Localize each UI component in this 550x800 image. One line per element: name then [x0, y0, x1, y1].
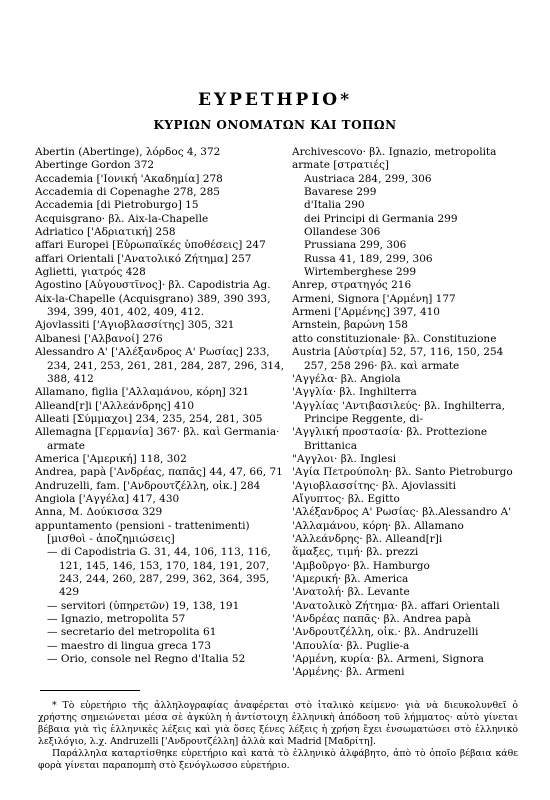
index-entry: 'Αρμένη, κυρία· βλ. Armeni, Signora [292, 653, 484, 666]
index-entry: 'Αμερική· βλ. America [292, 573, 409, 585]
index-entry: 'Ανατολικὸ Ζήτημα· βλ. affari Orientali [292, 599, 500, 612]
index-subentry: — di Capodistria G. 31, 44, 106, 113, 116, 121, 145, 146, 153, 170, 184, 191, 207, 243, 244, 260, 287, 299, 362, 364, 395, 429 [47, 546, 271, 599]
index-entry: Austria [Αὐστρία] 52, 57, 116, 150, 254 257, 258 296· βλ. καὶ armate [292, 346, 504, 372]
index-entry: Andruzelli, fam. ['Ανδρουτζέλλη, οἰκ.] 284 [35, 479, 261, 492]
index-entry: Angiola ['Αγγέλα] 417, 430 [35, 492, 180, 505]
index-entry: atto constituzionale· βλ. Constituzione [292, 332, 497, 345]
index-entry: Anna, M. Δούκισσα 329 [35, 506, 163, 519]
index-entry: Accademia di Copenaghe 278, 285 [35, 186, 220, 199]
index-entry: 'Αλέξανδρος Α' Ρωσίας· βλ.Alessandro A' [292, 506, 512, 519]
index-entry: Acquisgrano· βλ. Aix-la-Chapelle [35, 212, 209, 225]
index-entry: Armeni, Signora ['Αρμένη] 177 [292, 292, 456, 305]
index-subentry: — secretario del metropolita 61 [47, 626, 217, 639]
index-entry: Andrea, papà ['Ανδρέας, παπᾶς] 44, 47, 66, 71 [35, 466, 283, 479]
index-entry: Anrep, στρατηγός 216 [292, 279, 412, 292]
index-entry: Allamano, figlia ['Αλλαμάνου, κόρη] 321 [35, 386, 250, 399]
page-title: ΕΥΡΕΤΗΡΙΟ* [198, 90, 352, 110]
index-entry: Allemagna [Γερμανία] 367· βλ. καὶ Germania· armate [35, 426, 280, 452]
index-subentry: Russa 41, 189, 299, 306 [304, 252, 433, 265]
index-subentry: Austriaca 284, 299, 306 [304, 172, 432, 185]
index-entry: Alessandro A' ['Αλέξανδρος Α' Ρωσίας] 233, 234, 241, 253, 261, 281, 284, 287, 296, 314, 388, 412 [35, 346, 285, 385]
index-entry: 'Αγιοβλασσίτης· βλ. Ajovlassiti [292, 479, 456, 492]
index-entry: Abertinge Gordon 372 [35, 159, 155, 172]
index-entry: 'Αμβοῦργο· βλ. Hamburgo [292, 559, 430, 572]
footnote-divider [40, 690, 140, 691]
footnote-paragraph: Παράλληλα καταρτίσθηκε εὑρετήριο καὶ κατὰ τὸ ἑλληνικὸ ἀλφάβητο, ἀπὸ τὸ ὁποῖο βέβαια κάθε φορὰ γίνεται παραπομπὴ στὸ ξενόγλωσσο εὑρετήριο. [38, 748, 518, 771]
index-entry: affari Europei [Εὐρωπαϊκές ὑποθέσεις] 247 [35, 239, 266, 252]
index-entry: America ['Αμερική] 118, 302 [35, 452, 187, 465]
index-column-right [292, 146, 520, 680]
index-entry: appuntamento (pensioni - trattenimenti) [μισθοὶ - ἀποζημιώσεις] [35, 519, 250, 545]
page-subtitle: ΚΥΡΙΩΝ ΟΝΟΜΑΤΩΝ ΚΑΙ ΤΟΠΩΝ [153, 118, 397, 132]
index-entry: 'Ανατολή· βλ. Levante [292, 586, 410, 599]
index-entry: 'Ανδρουτζέλλη, οἰκ.· βλ. Andruzelli [292, 626, 479, 639]
index-entry: Aglietti, γιατρός 428 [35, 266, 146, 279]
footnote-paragraph: * Τὸ εὑρετήριο τῆς ἀλληλογραφίας ἀναφέρεται στὸ ἰταλικὸ κείμενο· γιὰ νὰ διευκολυνθεῖ ὁ χρήστης σημειώνεται μέσα σὲ ἀγκύλη ἡ ἀντίστοιχη ἑλληνικὴ ἀπόδοση τοῦ λήμματος· αὐτὸ γίνεται βέβαια γιὰ τὶς ἑλληνικὲς λέξεις καὶ γιὰ ὅσες ξένες λέξεις ἡ χρήση ἔχει ἐνσωματώσει στὸ ἑλληνικὸ λεξιλόγιο, λ.χ. Andruzelli ['Ανδρουτζέλλη] ἀλλὰ καὶ Madrid [Μαδρίτη]. [38, 700, 518, 747]
index-subentry: Ollandese 306 [304, 226, 381, 239]
index-entry: affari Orientali ['Ανατολικό Ζήτημα] 257 [35, 252, 252, 265]
index-entry: 'Αγγλίας 'Αντιβασιλεύς· βλ. Inghilterra, Principe Reggente, di- [292, 399, 505, 425]
index-subentry: — maestro di lingua greca 173 [47, 639, 212, 652]
index-entry: Accademia ['Ιονική 'Ακαδημία] 278 [35, 172, 223, 185]
index-entry: Armeni ['Αρμένης] 397, 410 [292, 306, 440, 319]
index-entry: 'Αλλαμάνου, κόρη· βλ. Allamano [292, 519, 464, 532]
index-entry: 'Αγγλία· βλ. Inghilterra [292, 386, 417, 399]
index-entry: Archivescovo· βλ. Ignazio, metropolita [292, 146, 497, 158]
index-entry: Accademia [di Pietroburgo] 15 [35, 199, 199, 212]
index-entry: 'Απουλία· βλ. Puglie-a [292, 639, 410, 652]
index-entry: Abertin (Abertinge), λόρδος 4, 372 [35, 146, 221, 158]
index-entry: 'Αλλεάνδρης· βλ. Alleand[r]i [292, 532, 443, 545]
index-entry: Αἴγυπτος· βλ. Egitto [292, 492, 400, 505]
index-entry: 'Αρμένης· βλ. Armeni [292, 666, 405, 679]
index-entry: Albanesi ['Αλβανοί] 276 [35, 332, 163, 345]
index-entry: "Αγγλοι· βλ. Inglesi [292, 452, 397, 465]
index-subentry: Wirtemberghese 299 [304, 266, 417, 279]
footnote [38, 700, 518, 772]
index-entry: Ajovlassiti ['Αγιοβλασσίτης] 305, 321 [35, 319, 235, 332]
index-entry: Alleati [Σύμμαχοι] 234, 235, 254, 281, 305 [35, 412, 263, 425]
index-subentry: d'Italia 290 [304, 199, 365, 212]
index-subentry: Prussiana 299, 306 [304, 239, 407, 252]
index-entry: Arnstein, βαρώνη 158 [292, 319, 408, 332]
index-entry: ἅμαξες, τιμή· βλ. prezzi [292, 546, 419, 559]
index-subentry: Bavarese 299 [304, 186, 377, 199]
index-entry: Agostino [Αὐγουστῖνος]· βλ. Capodistria Ag. [35, 279, 271, 292]
index-subentry: dei Principi di Germania 299 [304, 212, 458, 225]
index-entry: 'Ανδρέας παπᾶς· βλ. Andrea papà [292, 613, 471, 626]
index-entry: 'Αγγλική προστασία· βλ. Prottezione Brittanica [292, 426, 488, 452]
index-entry: Adriatico ['Αδριατική] 258 [35, 226, 176, 239]
index-subentry: — Orio, console nel Regno d'Italia 52 [47, 653, 246, 666]
index-entry: 'Αγγέλα· βλ. Angiola [292, 372, 401, 385]
index-entry: armate [στρατιές] [292, 159, 389, 172]
index-entry: Alleand[r]i ['Αλλεάνδρης] 410 [35, 399, 195, 412]
index-subentry: — Ignazio, metropolita 57 [47, 613, 186, 626]
index-subentry: — servitori (ὑπηρετῶν) 19, 138, 191 [47, 599, 240, 612]
index-column-left [35, 146, 287, 666]
index-entry: 'Αγία Πετρούπολη· βλ. Santo Pietroburgo [292, 466, 513, 479]
index-entry: Aix-la-Chapelle (Acquisgrano) 389, 390 393, 394, 399, 401, 402, 409, 412. [35, 292, 271, 319]
